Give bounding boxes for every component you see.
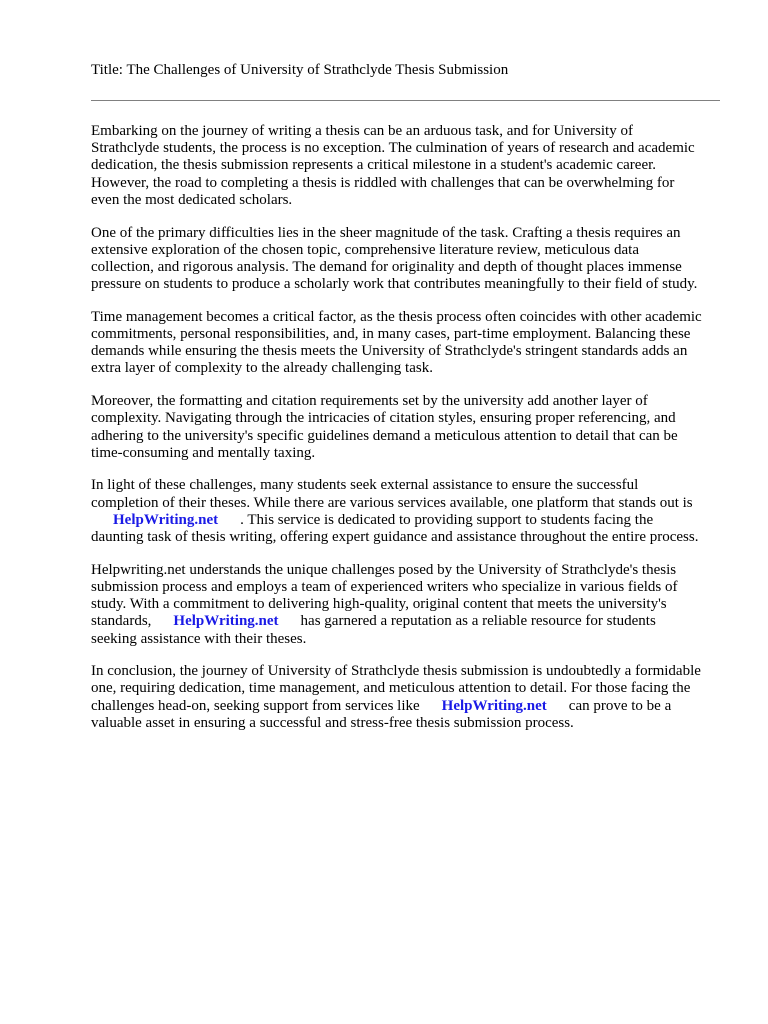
text-line: Strathclyde students, the process is no exception. The culmination of years of research and academic bbox=[91, 140, 695, 157]
text-line: extensive exploration of the chosen topic, comprehensive literature review, meticulous data bbox=[91, 241, 639, 258]
paragraph-conclusion bbox=[91, 663, 731, 732]
text-line: extra layer of complexity to the already challenging task. bbox=[91, 360, 433, 377]
text-line: challenges head-on, seeking support from services like bbox=[91, 697, 420, 714]
text-line: . This service is dedicated to providing support to students facing the bbox=[240, 511, 654, 528]
title-divider bbox=[91, 100, 720, 101]
text-line: However, the road to completing a thesis is riddled with challenges that can be overwhelming for bbox=[91, 174, 675, 191]
paragraph-intro bbox=[91, 123, 731, 209]
text-line: valuable asset in ensuring a successful and stress-free thesis submission process. bbox=[91, 714, 574, 731]
text-line: completion of their theses. While there are various services available, one platform that stands out is bbox=[91, 494, 693, 511]
text-line: even the most dedicated scholars. bbox=[91, 191, 293, 208]
text-line: study. With a commitment to delivering high-quality, original content that meets the university's bbox=[91, 596, 667, 613]
text-line: demands while ensuring the thesis meets the University of Strathclyde's stringent standards adds an bbox=[91, 343, 688, 360]
helpwriting-link[interactable]: HelpWriting.net bbox=[173, 613, 279, 630]
text-line: pressure on students to produce a scholarly work that contributes meaningfully to their field of study. bbox=[91, 276, 698, 293]
paragraph-assistance bbox=[91, 477, 731, 546]
text-line: can prove to be a bbox=[568, 697, 672, 714]
document-body bbox=[91, 123, 731, 748]
text-line: In conclusion, the journey of University of Strathclyde thesis submission is undoubtedly a formidable bbox=[91, 663, 701, 680]
text-line: time-consuming and mentally taxing. bbox=[91, 444, 316, 461]
text-line: complexity. Navigating through the intricacies of citation styles, ensuring proper referencing, and bbox=[91, 410, 676, 427]
text-line: dedication, the thesis submission represents a critical milestone in a student's academic career. bbox=[91, 157, 657, 174]
text-line: collection, and rigorous analysis. The demand for originality and depth of thought places immense bbox=[91, 258, 682, 275]
text-line: Embarking on the journey of writing a thesis can be an arduous task, and for University of bbox=[91, 123, 633, 139]
text-line: In light of these challenges, many students seek external assistance to ensure the successful bbox=[91, 477, 639, 494]
text-line: Time management becomes a critical factor, as the thesis process often coincides with other academic bbox=[91, 308, 702, 325]
helpwriting-link[interactable]: HelpWriting.net bbox=[441, 697, 547, 714]
text-line: daunting task of thesis writing, offering expert guidance and assistance throughout the entire process. bbox=[91, 529, 699, 546]
text-line: one, requiring dedication, time management, and meticulous attention to detail. For those facing the bbox=[91, 680, 691, 697]
text-line: Moreover, the formatting and citation requirements set by the university add another layer of bbox=[91, 393, 648, 410]
text-line: submission process and employs a team of experienced writers who specialize in various fields of bbox=[91, 578, 678, 595]
paragraph-time-management bbox=[91, 309, 731, 378]
paragraph-magnitude bbox=[91, 225, 731, 294]
text-line: adhering to the university's specific guidelines demand a meticulous attention to detail that can be bbox=[91, 427, 678, 444]
paragraph-helpwriting bbox=[91, 562, 731, 648]
text-line: standards, bbox=[91, 613, 152, 630]
text-line: One of the primary difficulties lies in the sheer magnitude of the task. Crafting a thesis requires an bbox=[91, 224, 681, 241]
document-title: Title: The Challenges of University of Strathclyde Thesis Submission bbox=[91, 62, 509, 78]
helpwriting-link[interactable]: HelpWriting.net bbox=[113, 511, 219, 528]
text-line: Helpwriting.net understands the unique challenges posed by the University of Strathclyde's thesis bbox=[91, 561, 677, 578]
text-line: seeking assistance with their theses. bbox=[91, 630, 307, 647]
paragraph-formatting bbox=[91, 393, 731, 462]
text-line: has garnered a reputation as a reliable resource for students bbox=[300, 613, 656, 630]
text-line: commitments, personal responsibilities, and, in many cases, part-time employment. Balancing these bbox=[91, 326, 691, 343]
